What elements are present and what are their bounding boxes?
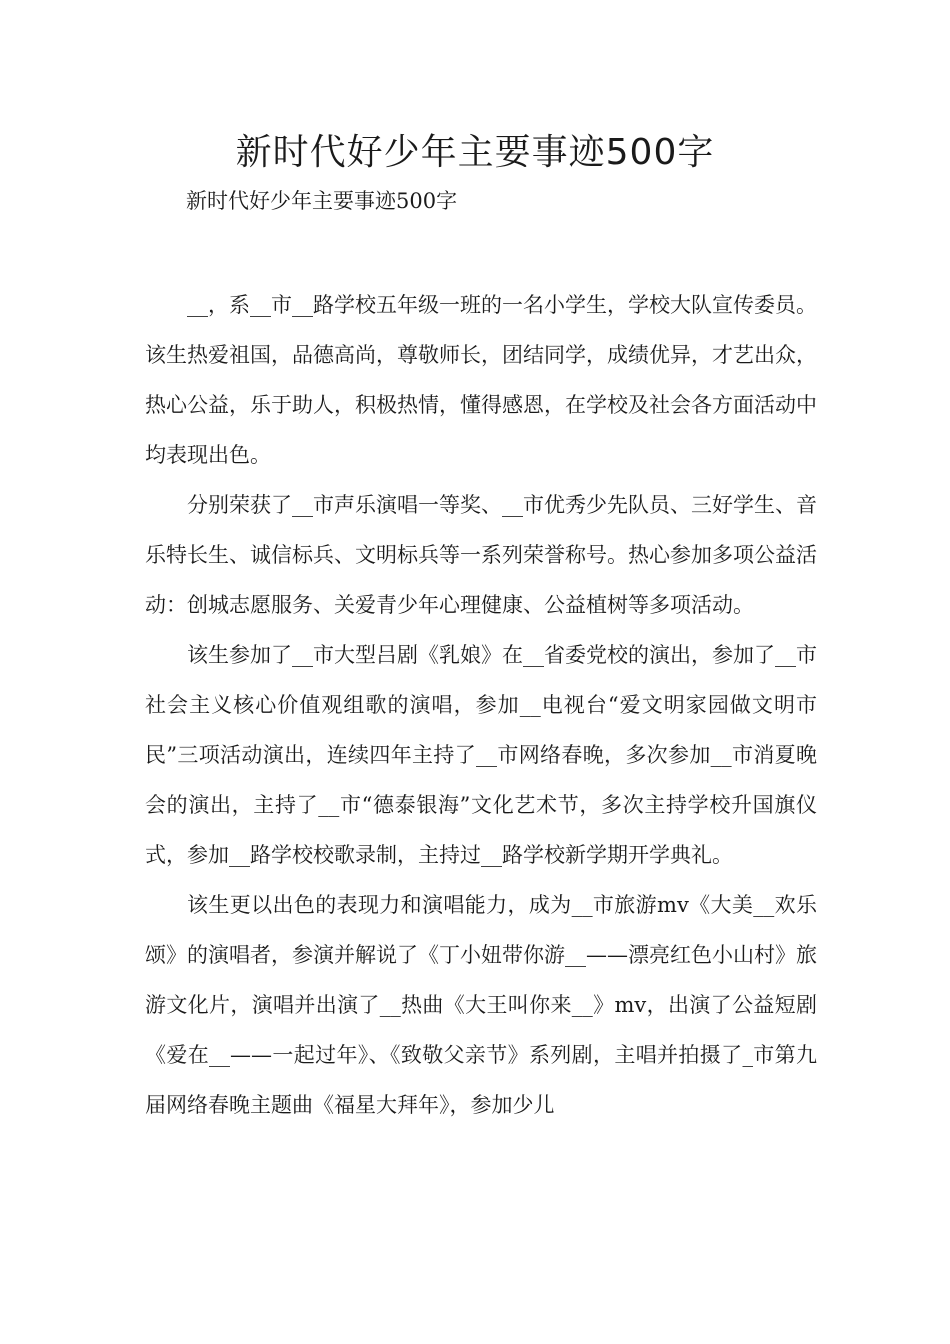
document-body	[145, 280, 817, 1130]
document-subtitle: 新时代好少年主要事迹500字	[186, 189, 458, 213]
document-title: 新时代好少年主要事迹500字	[235, 132, 715, 173]
paragraph-2: 分别荣获了__市声乐演唱一等奖、__市优秀少先队员、三好学生、音乐特长生、诚信标兵、文明标兵等一系列荣誉称号。热心参加多项公益活动：创城志愿服务、关爱青少年心理健康、公益植树等多项活动。	[145, 493, 817, 617]
paragraph-4: 该生更以出色的表现力和演唱能力，成为__市旅游mv《大美__欢乐颂》的演唱者，参演并解说了《丁小妞带你游__——漂亮红色小山村》旅游文化片，演唱并出演了__热曲《大王叫你来__》mv，出演了公益短剧《爱在__——一起过年》、《致敬父亲节》系列剧，主唱并拍摄了_市第九届网络春晚主题曲《福星大拜年》，参加少儿	[145, 893, 817, 1117]
paragraph-1: __，系__市__路学校五年级一班的一名小学生，学校大队宣传委员。该生热爱祖国，品德高尚，尊敬师长，团结同学，成绩优异，才艺出众，热心公益，乐于助人，积极热情，懂得感恩，在学校及社会各方面活动中均表现出色。	[145, 293, 817, 467]
paragraph-3: 该生参加了__市大型吕剧《乳娘》在__省委党校的演出，参加了__市社会主义核心价值观组歌的演唱，参加__电视台“爱文明家园做文明市民”三项活动演出，连续四年主持了__市网络春晚，多次参加__市消夏晚会的演出，主持了__市“德泰银海”文化艺术节，多次主持学校升国旗仪式，参加__路学校校歌录制，主持过__路学校新学期开学典礼。	[145, 643, 817, 867]
